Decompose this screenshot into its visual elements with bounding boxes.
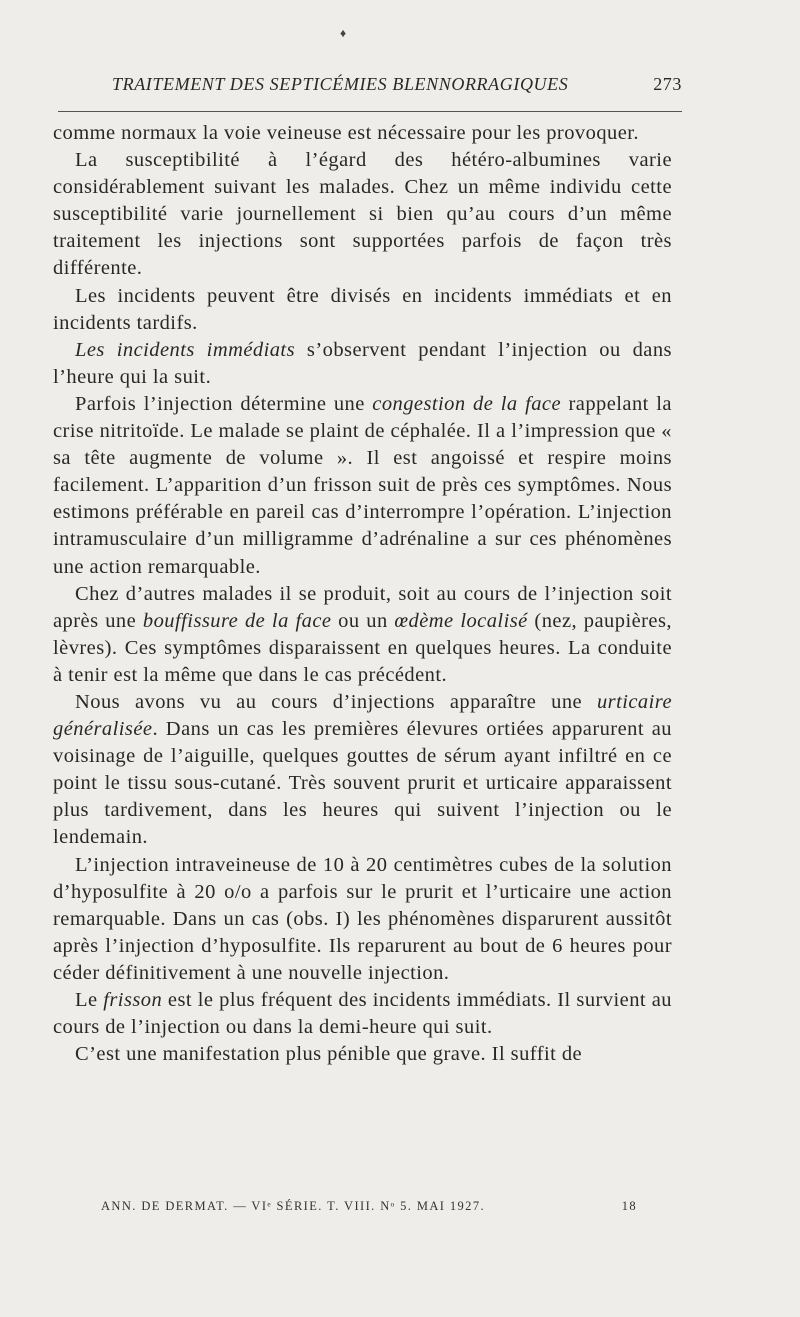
italic-phrase: œdème localisé — [394, 609, 528, 632]
paragraph — [53, 337, 672, 391]
running-header — [112, 74, 682, 95]
text-run: Les incidents peuvent être divisés en incidents immédiats et en incidents tardifs. — [53, 284, 672, 334]
text-run: rappelant la crise nitritoïde. Le malade se plaint de céphalée. Il a l’impression que « sa tête augmente de volume ». Il est angoissé et respire moins facilement. L’apparition d’un frisson suit de près ces symptômes. Nous estimons préférable en pareil cas d’interrompre l’opération. L’injection intramusculaire d’un milligramme d’adrénaline a sur ces phénomènes une action remarquable. — [53, 392, 672, 578]
ornament-dot: ♦ — [340, 26, 347, 40]
text-run: Parfois l’injection détermine une — [75, 392, 373, 415]
paragraph — [53, 147, 672, 282]
italic-phrase: frisson — [103, 989, 163, 1011]
text-run: ou un — [331, 609, 395, 632]
text-run: La susceptibilité à l’égard des hétéro-albumines varie considérablement suivant les malades. Chez un même individu cette susceptibilité varie journellement si bien qu’au cours d’un même traitement les injections sont supportées parfois de façon très différente. — [53, 149, 672, 280]
running-title: TRAITEMENT DES SEPTICÉMIES BLENNORRAGIQUES — [112, 74, 569, 94]
text-run: C’est une manifestation plus pénible que grave. Il suffit de — [75, 1043, 583, 1066]
paragraph — [53, 689, 672, 852]
paragraph — [53, 852, 672, 987]
text-run: (nez, paupières, lèvres). Ces symptômes disparaissent en quelques heures. La conduite à tenir est la même que dans le cas précédent. — [53, 609, 672, 686]
text-run: s’observent pendant l’injection ou dans l’heure qui la suit. — [53, 338, 672, 388]
page-number: 273 — [653, 74, 682, 94]
text-run: est le plus fréquent des incidents immédiats. Il survient au cours de l’injection ou dans la demi-heure qui suit. — [53, 989, 672, 1039]
footer — [101, 1199, 637, 1214]
paragraph — [53, 283, 672, 337]
italic-phrase: congestion de la face — [372, 392, 562, 415]
text-run: . Dans un cas les premières élevures ortiées apparurent au voisinage de l’aiguille, quelques gouttes de sérum ayant infiltré en ce point le tissu sous-cutané. Très souvent prurit et urticaire apparaissent plus tardivement, dans les heures qui suivent l’injection ou le lendemain. — [53, 718, 672, 849]
journal-citation: ANN. DE DERMAT. — VIᵉ SÉRIE. T. VIII. Nᵒ 5. MAI 1927. — [101, 1199, 486, 1213]
italic-phrase: Les incidents immédiats — [75, 338, 296, 361]
text-run: Chez d’autres malades il se produit, soit au cours de l’injection soit après une — [53, 582, 672, 632]
text-run: comme normaux la voie veineuse est nécessaire pour les provoquer. — [53, 122, 639, 144]
italic-phrase: urticaire généralisée — [53, 690, 672, 741]
text-run: Nous avons vu au cours d’injections apparaître une — [75, 690, 597, 713]
paragraph — [53, 391, 672, 581]
header-rule — [58, 111, 682, 112]
paragraph — [53, 120, 672, 147]
paragraph — [53, 987, 672, 1041]
text-run: Le — [75, 989, 104, 1011]
signature-mark: 18 — [621, 1199, 637, 1213]
italic-phrase: bouffissure de la face — [142, 609, 332, 632]
text-run: L’injection intraveineuse de 10 à 20 centimètres cubes de la solution d’hyposulfite à 20 o/o a parfois sur le prurit et l’urticaire une action remarquable. Dans un cas (obs. I) les phénomènes disparurent aussitôt après l’injection d’hyposulfite. Ils reparurent au bout de 6 heures pour céder définitivement à une nouvelle injection. — [53, 853, 672, 984]
body-text — [53, 120, 672, 1068]
paragraph — [53, 1041, 672, 1068]
paragraph — [53, 581, 672, 689]
